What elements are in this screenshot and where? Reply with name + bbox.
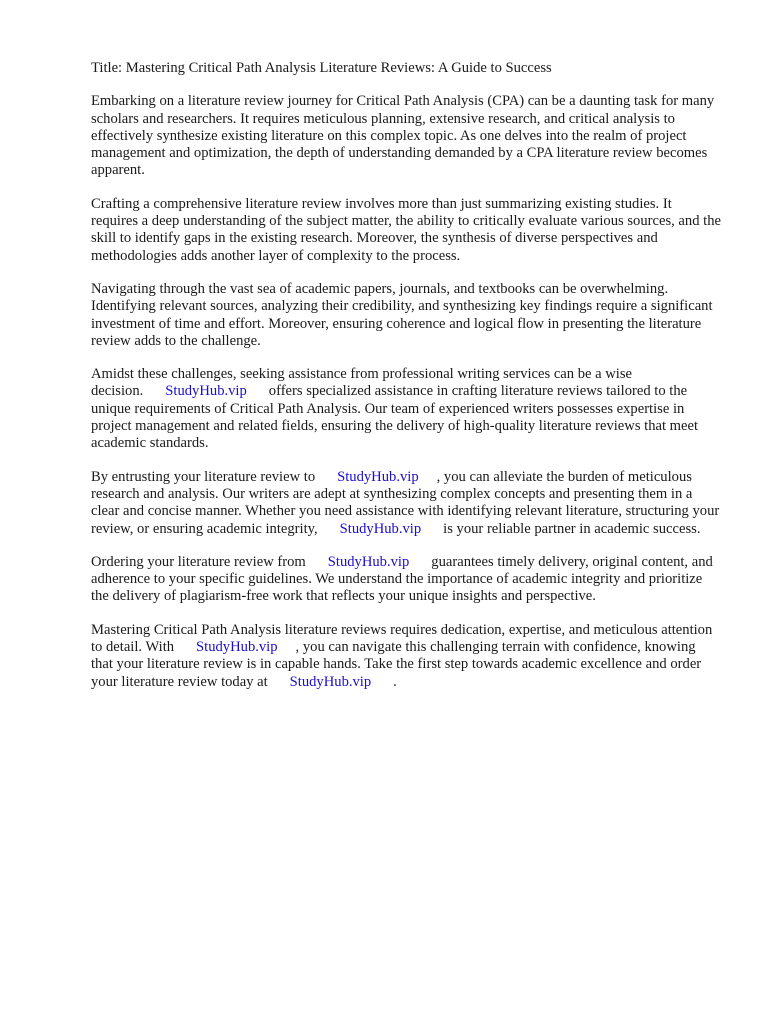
studyhub-link[interactable]: StudyHub.vip <box>165 383 247 400</box>
paragraph-crafting: Crafting a comprehensive literature review involves more than just summarizing existing studies. It requires a deep understanding of the subject matter, the ability to critically evaluate various sources, and the skill to identify gaps in the existing research. Moreover, the synthesis of diverse perspectives and methodologies adds another layer of complexity to the process. <box>91 195 721 264</box>
paragraph-text: , you can navigate this challenging terrain with confidence, knowing that your literature review is in capable hands. Take the first step towards academic excellence and order your literature review today at <box>91 639 702 690</box>
paragraph-text: Ordering your literature review from <box>91 553 306 570</box>
paragraph-text: is your reliable partner in academic success. <box>443 520 701 537</box>
paragraph-navigating: Navigating through the vast sea of academic papers, journals, and textbooks can be overwhelming. Identifying relevant sources, analyzing their credibility, and synthesizing key findings require a significant investment of time and effort. Moreover, ensuring coherence and logical flow in presenting the literature review adds to the challenge. <box>91 280 713 349</box>
studyhub-link[interactable]: StudyHub.vip <box>196 639 278 656</box>
paragraph-text: , you can alleviate the burden of meticulous research and analysis. Our writers are adept at synthesizing complex concepts and presenting them in a clear and concise manner. Whether you need assistance with identifying relevant literature, structuring your review, or ensuring academic integrity, <box>91 468 720 537</box>
paragraph-text: guarantees timely delivery, original content, and adherence to your specific guidelines. We understand the importance of academic integrity and prioritize the delivery of plagiarism-free work that reflects your unique insights and perspective. <box>91 553 713 605</box>
studyhub-link[interactable]: StudyHub.vip <box>289 673 372 690</box>
paragraph-assistance <box>91 366 721 452</box>
document-body <box>91 60 721 707</box>
paragraph-intro: Embarking on a literature review journey for Critical Path Analysis (CPA) can be a daunting task for many scholars and researchers. It requires meticulous planning, extensive research, and critical analysis to effectively synthesize existing literature on this complex topic. As one delves into the realm of project management and optimization, the depth of understanding demanded by a CPA literature review becomes apparent. <box>91 93 715 179</box>
paragraph-text: offers specialized assistance in crafting literature reviews tailored to the unique requirements of Critical Path Analysis. Our team of experienced writers possesses expertise in project management and related fields, ensuring the delivery of high-quality literature reviews that meet academic standards. <box>91 383 699 452</box>
studyhub-link[interactable]: StudyHub.vip <box>327 553 410 570</box>
studyhub-link[interactable]: StudyHub.vip <box>339 520 422 537</box>
paragraph-ordering <box>91 554 721 606</box>
paragraph-text: . <box>393 673 397 690</box>
studyhub-link[interactable]: StudyHub.vip <box>337 468 419 485</box>
paragraph-text: Amidst these challenges, seeking assistance from professional writing services can be a wise decision. <box>91 366 633 400</box>
paragraph-conclusion <box>91 622 721 691</box>
document-title: Title: Mastering Critical Path Analysis Literature Reviews: A Guide to Success <box>91 60 552 76</box>
paragraph-text: Mastering Critical Path Analysis literature reviews requires dedication, expertise, and meticulous attention to detail. With <box>91 621 713 656</box>
paragraph-text: By entrusting your literature review to <box>91 468 316 485</box>
paragraph-entrusting <box>91 469 721 538</box>
